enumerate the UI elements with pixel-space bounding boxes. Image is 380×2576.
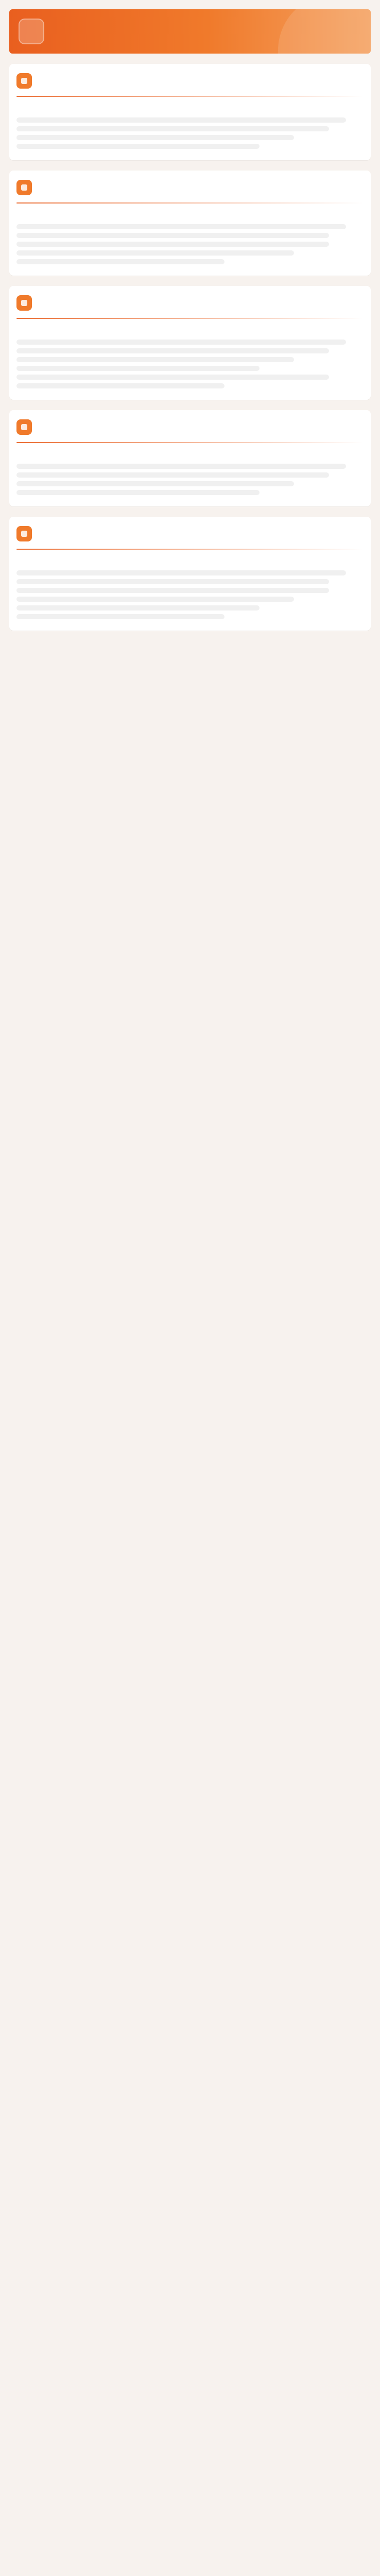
section-icon xyxy=(16,419,32,435)
section-rule xyxy=(16,202,364,204)
text-placeholder-line xyxy=(16,375,329,380)
text-placeholder-line xyxy=(16,135,294,140)
section-rule xyxy=(16,318,364,319)
section-paragraph xyxy=(16,555,364,565)
logo-icon xyxy=(19,19,44,44)
section-icon xyxy=(16,295,32,311)
text-placeholder-line xyxy=(16,464,346,469)
text-placeholder-line xyxy=(16,117,346,123)
section-5-header xyxy=(16,524,364,544)
section-2-header xyxy=(16,178,364,197)
text-placeholder-line xyxy=(16,366,260,371)
section-title xyxy=(37,420,364,434)
text-placeholder-line xyxy=(16,357,294,362)
text-placeholder-line xyxy=(16,490,260,495)
text-placeholder-line xyxy=(16,614,224,619)
section-icon xyxy=(16,526,32,541)
section-title xyxy=(37,180,364,195)
section-1 xyxy=(9,64,371,160)
section-title xyxy=(37,74,364,88)
text-placeholder-line xyxy=(16,348,329,353)
text-placeholder-line xyxy=(16,579,329,584)
text-placeholder-line xyxy=(16,472,329,478)
text-placeholder-line xyxy=(16,224,346,229)
footer-spacer xyxy=(9,631,371,643)
section-5 xyxy=(9,517,371,631)
text-placeholder-lines xyxy=(16,224,364,264)
section-4-header xyxy=(16,417,364,437)
section-rule xyxy=(16,549,364,550)
section-paragraph xyxy=(16,209,364,219)
section-2 xyxy=(9,171,371,276)
text-placeholder-line xyxy=(16,340,346,345)
section-3-header xyxy=(16,293,364,313)
text-placeholder-line xyxy=(16,259,224,264)
text-placeholder-line xyxy=(16,250,294,256)
text-placeholder-line xyxy=(16,144,260,149)
section-title xyxy=(37,296,364,310)
section-paragraph xyxy=(16,448,364,459)
text-placeholder-lines xyxy=(16,340,364,388)
text-placeholder-line xyxy=(16,588,329,593)
section-rule xyxy=(16,96,364,97)
section-paragraph xyxy=(16,324,364,334)
section-title xyxy=(37,527,364,541)
section-4 xyxy=(9,410,371,506)
text-placeholder-lines xyxy=(16,117,364,149)
text-placeholder-line xyxy=(16,597,294,602)
text-placeholder-line xyxy=(16,570,346,575)
header-banner xyxy=(9,9,371,54)
section-icon xyxy=(16,73,32,89)
section-paragraph xyxy=(16,102,364,112)
section-1-header xyxy=(16,71,364,91)
text-placeholder-line xyxy=(16,383,224,388)
text-placeholder-line xyxy=(16,242,329,247)
text-placeholder-line xyxy=(16,605,260,611)
header-title xyxy=(53,21,269,43)
text-placeholder-line xyxy=(16,233,329,238)
text-placeholder-lines xyxy=(16,464,364,495)
section-3 xyxy=(9,286,371,400)
section-rule xyxy=(16,442,364,443)
text-placeholder-line xyxy=(16,481,294,486)
text-placeholder-lines xyxy=(16,570,364,619)
text-placeholder-line xyxy=(16,126,329,131)
section-icon xyxy=(16,180,32,195)
